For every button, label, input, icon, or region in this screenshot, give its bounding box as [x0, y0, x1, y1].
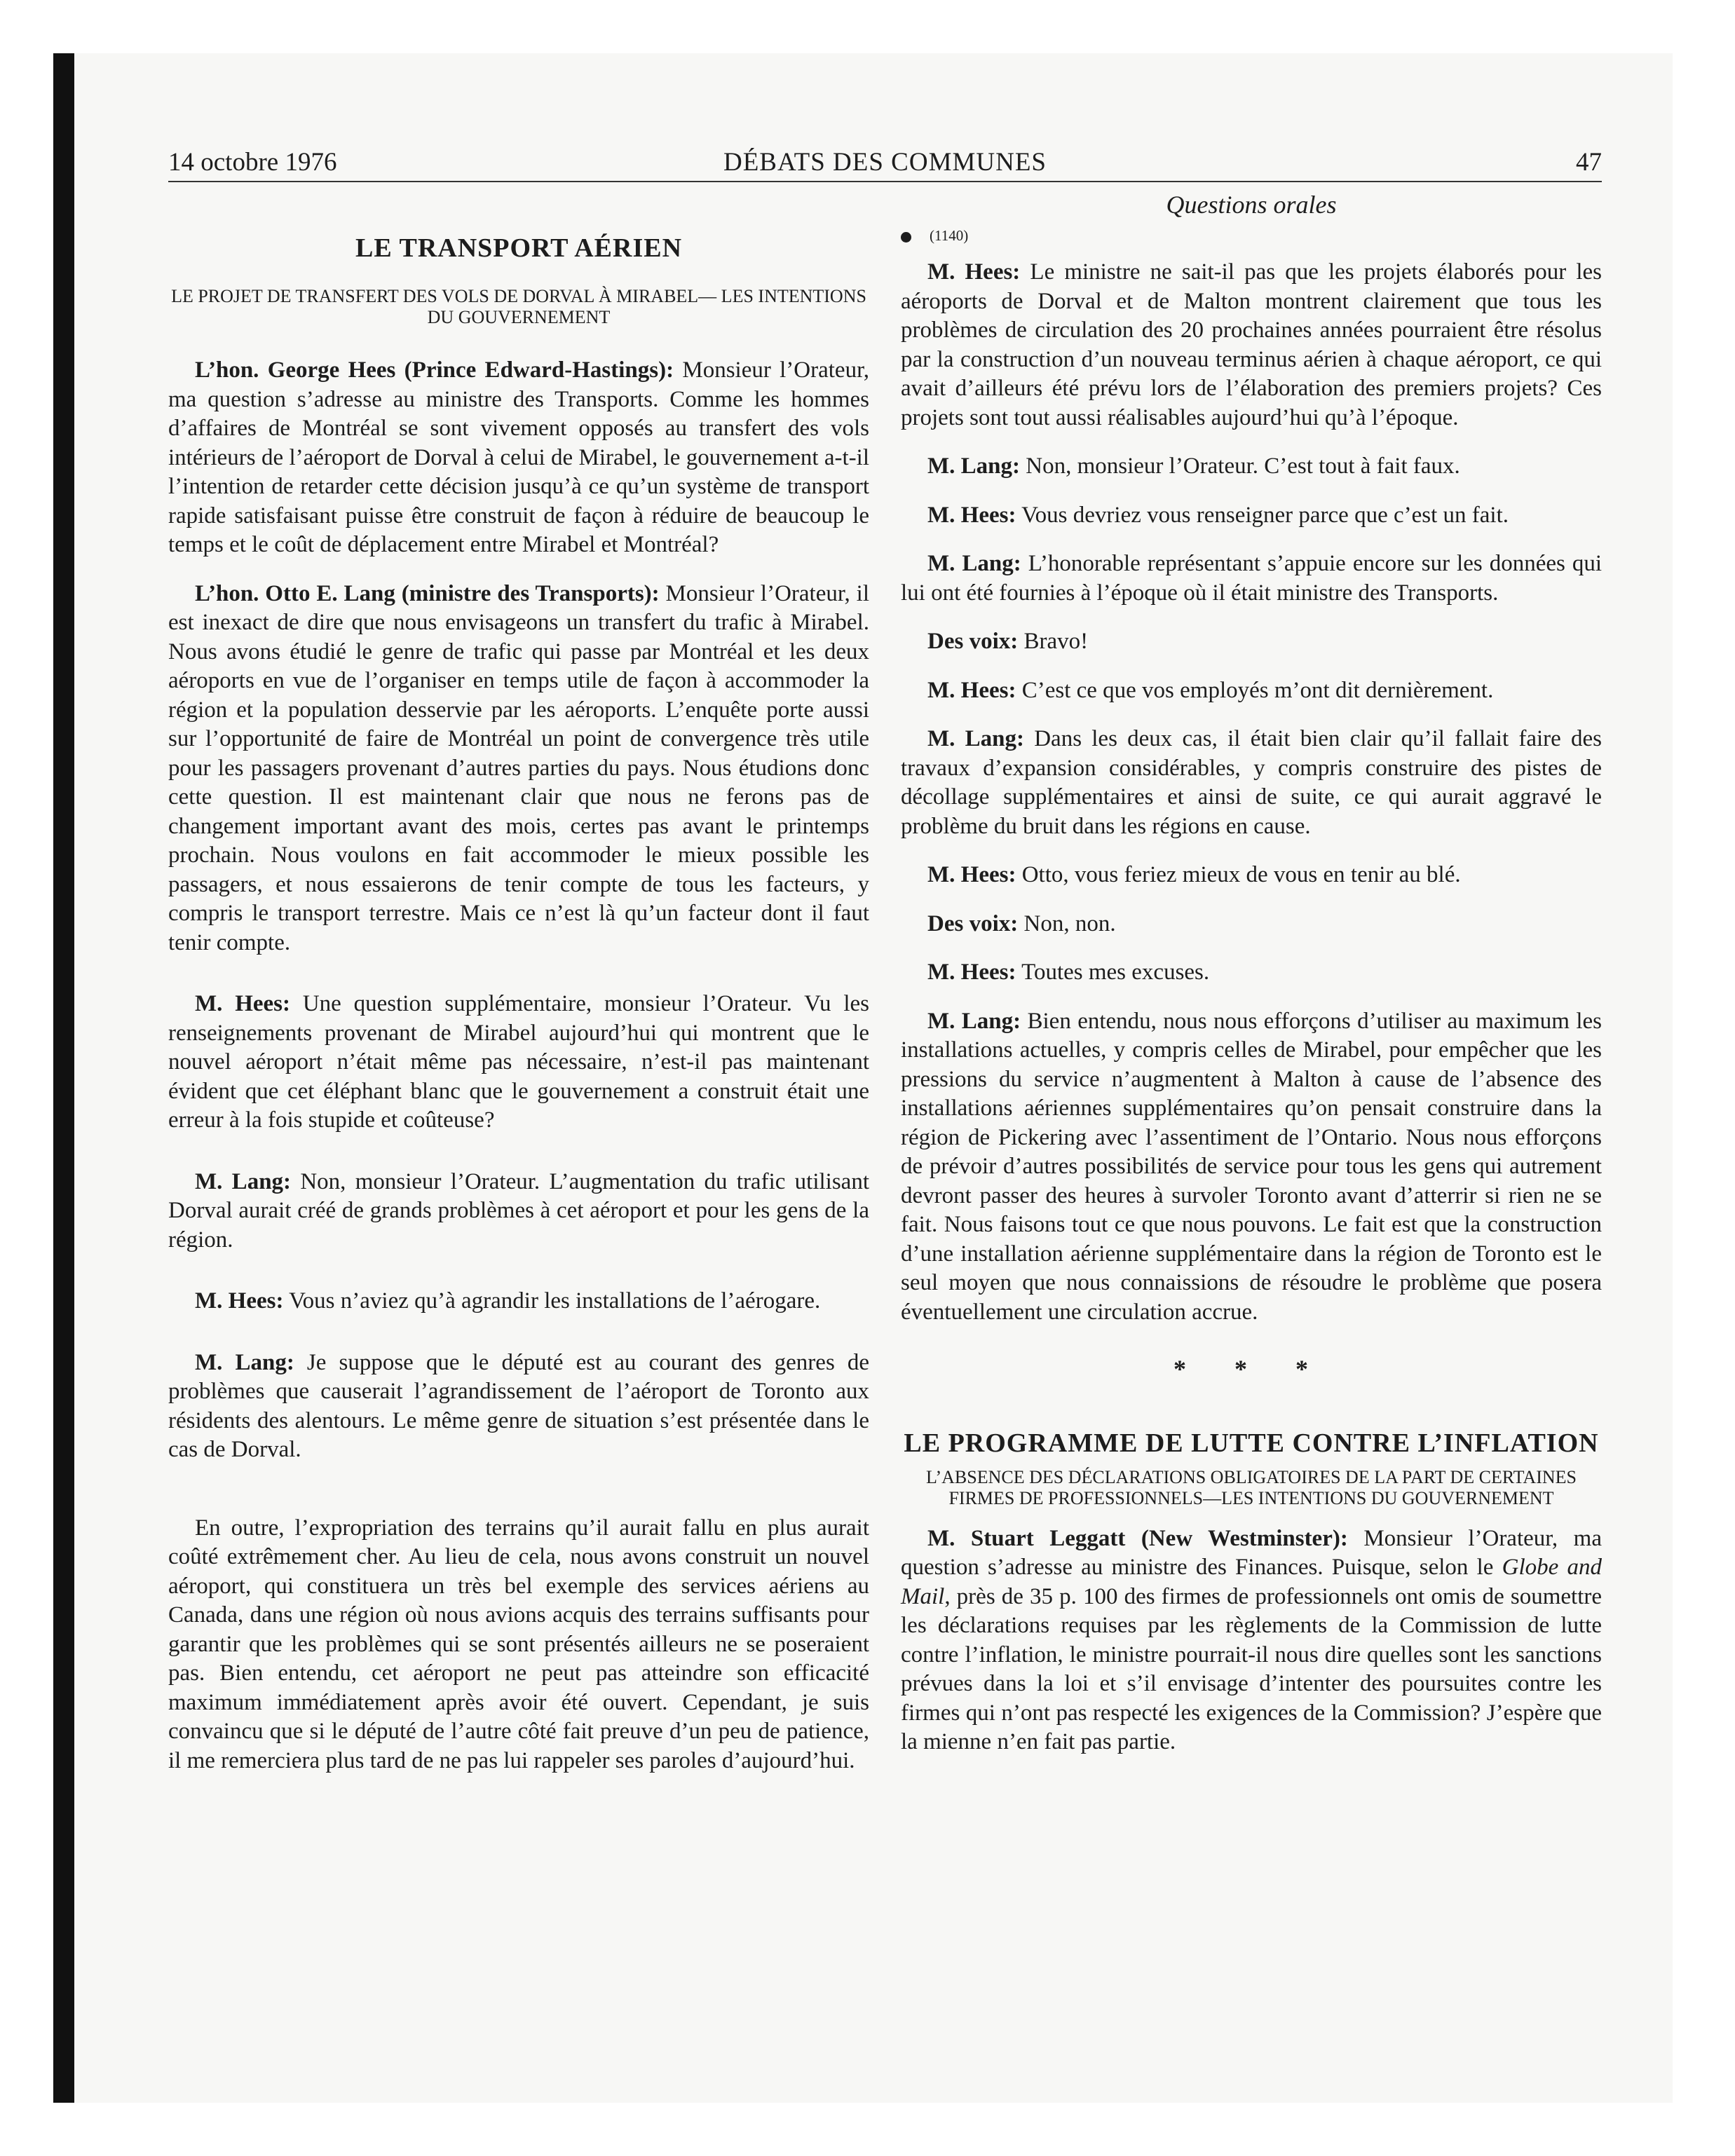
speech: Je suppose que le député est au courant des genres de problèmes que causerait l’agrandissement de l’aéroport de Toronto aux résidents des alentours. Le même genre de situation s’est présentée dans le cas de Dorval. [168, 1349, 870, 1462]
speaker: M. Lang: [195, 1168, 292, 1194]
speech: Vous devriez vous renseigner parce que c’est un fait. [1016, 502, 1509, 528]
speech: Non, monsieur l’Orateur. L’augmentation du trafic utilisant Dorval aurait créé de grands problèmes à cet aéroport et pour les gens de la région. [168, 1168, 869, 1253]
speech: Monsieur l’Orateur, ma question s’adresse au ministre des Finances. Puisque, selon le [901, 1525, 1603, 1580]
paragraph [901, 501, 1602, 531]
paragraph [901, 1524, 1602, 1757]
speech: En outre, l’expropriation des terrains qu’il aurait fallu en plus aurait coûté extrêmement cher. Au lieu de cela, nous avons construit un nouvel aéroport, qui constituera un très bel exemple des services aériens au Canada, dans une région où nous avions acquis des terrains suffisants pour garantir que les problèmes qui se sont présentés ailleurs ne se poseraient pas. Bien entendu, cet aéroport ne peut pas atteindre son efficacité maximum immédiatement après avoir été ouvert. Cependant, je suis convaincu que si le député de l’autre côté fait preuve d’un peu de patience, il me remerciera plus tard de ne pas lui rappeler ses paroles d’aujourd’hui. [168, 1515, 869, 1773]
page-header [168, 144, 1602, 181]
header-page-number: 47 [1576, 148, 1602, 177]
paragraph [901, 676, 1602, 706]
speech: Non, monsieur l’Orateur. C’est tout à fait faux. [1020, 453, 1460, 479]
section-title-transport: LE TRANSPORT AÉRIEN [355, 233, 683, 263]
speaker: M. Hees: [927, 259, 1021, 285]
speaker: M. Lang: [927, 551, 1021, 576]
speaker: M. Hees: [195, 1288, 284, 1314]
speech: Toutes mes excuses. [1016, 960, 1210, 985]
time-mark [901, 223, 1602, 248]
paragraph [901, 550, 1602, 608]
section-subtitle-transport: LE PROJET DE TRANSFERT DES VOLS DE DORVAL À MIRABEL— LES INTENTIONS DU GOUVERNEMENT [171, 286, 866, 327]
paragraph [901, 725, 1602, 841]
section-separator: * * * [1173, 1355, 1329, 1383]
speech: Otto, vous feriez mieux de vous en tenir au blé. [1016, 862, 1461, 887]
section-title-inflation: LE PROGRAMME DE LUTTE CONTRE L’INFLATION [904, 1428, 1599, 1458]
speech: , près de 35 p. 100 des firmes de professionnels ont omis de soumettre les déclarations requises par les règlements de la Commission de lutte contre l’inflation, le ministre pourrait-il nous dire quelles sont les sanctions prévues dans la loi et s’il envisage d’intenter des poursuites contre les firmes qui n’ont pas respecté les exigences de la Commission? J’espère que la mienne n’en fait pas partie. [901, 1583, 1602, 1754]
running-head: Questions orales [1166, 191, 1337, 219]
speaker: Des voix: [927, 910, 1019, 936]
paragraph [901, 258, 1602, 432]
right-column [901, 188, 1602, 1777]
speech: Bien entendu, nous nous efforçons d’utiliser au maximum les installations actuelles, y compris celles de Mirabel, pour empêcher que les pressions du service n’augmentent à Malton à cause de l’absence des installations aériennes supplémentaires qu’on pensait construire dans la région de Pickering avec l’assentiment de l’Ontario. Nous nous efforçons de prévoir d’autres possibilités de service pour tous les gens qui autrement devront passer des heures à survoler Toronto avant d’atterrir si rien ne se fait. Nous faisons tout ce que nous pouvons. Le fait est que la construction d’une installation aérienne supplémentaire dans la région de Toronto est le seul moyen que nous connaissions de résoudre le problème que posera éventuellement une circulation accrue. [901, 1008, 1602, 1325]
paragraph [901, 1007, 1602, 1328]
speech: L’honorable représentant s’appuie encore sur les données qui lui ont été fournies à l’époque où il était ministre des Transports. [901, 551, 1602, 606]
paragraph [901, 861, 1602, 890]
section-subtitle-inflation: L’ABSENCE DES DÉCLARATIONS OBLIGATOIRES DE LA PART DE CERTAINES FIRMES DE PROFESSIONNELS—LES INTENTIONS DU GOUVERNEMENT [926, 1466, 1577, 1508]
paragraph [168, 990, 869, 1135]
speaker: M. Lang: [927, 726, 1024, 751]
time-mark-text: (1140) [930, 227, 969, 244]
paragraph [168, 356, 869, 560]
paragraph [901, 452, 1602, 482]
header-rule [168, 181, 1602, 182]
paragraph [168, 1287, 869, 1316]
speaker: M. Hees: [927, 862, 1016, 887]
paragraph [168, 580, 869, 958]
speaker: M. Hees: [927, 677, 1016, 703]
speaker: M. Hees: [927, 502, 1016, 528]
header-date: 14 octobre 1976 [168, 148, 337, 177]
speaker: M. Hees: [927, 960, 1016, 985]
speaker: M. Lang: [927, 453, 1020, 479]
paragraph [901, 910, 1602, 939]
speech: C’est ce que vos employés m’ont dit dernièrement. [1016, 677, 1494, 703]
paragraph [168, 1168, 869, 1255]
bullet-icon [901, 232, 911, 243]
speaker: L’hon. Otto E. Lang (ministre des Transports): [195, 580, 660, 606]
speech: Monsieur l’Orateur, ma question s’adresse au ministre des Transports. Comme les hommes d’affaires de Montréal se sont vivement opposés au transfert des vols intérieurs de l’aéroport de Dorval à celui de Mirabel, le gouvernement a-t-il l’intention de retarder cette décision jusqu’à ce qu’un système de transport rapide satisfaisant puisse être construit de façon à réduire de beaucoup le temps et le coût de déplacement entre Mirabel et Montréal? [168, 357, 869, 557]
speech: Une question supplémentaire, monsieur l’Orateur. Vu les renseignements provenant de Mirabel aujourd’hui qui montrent que le nouvel aéroport n’était même pas nécessaire, n’est-il pas maintenant évident que cet éléphant blanc que le gouvernement a construit était une erreur à la fois stupide et coûteuse? [168, 991, 869, 1133]
paragraph [168, 1514, 869, 1776]
speaker: M. Lang: [927, 1008, 1021, 1034]
binding-edge [53, 53, 74, 2103]
header-publication: DÉBATS DES COMMUNES [723, 148, 1047, 177]
paragraph [168, 1349, 869, 1465]
speaker: Des voix: [927, 629, 1019, 654]
speech: Vous n’aviez qu’à agrandir les installations de l’aérogare. [283, 1288, 821, 1314]
speaker: L’hon. George Hees (Prince Edward-Hastings): [195, 357, 674, 383]
speech: Dans les deux cas, il était bien clair qu’il fallait faire des travaux d’expansion considérables, y compris construire des pistes de décollage supplémentaires et ainsi de suite, ce qui aurait aggravé le problème du bruit dans les régions en cause. [901, 726, 1603, 839]
speech: Monsieur l’Orateur, il est inexact de dire que nous envisageons un transfert du trafic à Mirabel. Nous avons étudié le genre de trafic qui passe par Montréal et les deux aéroports en vue de l’organiser en temps utile de façon à accommoder la région et la population desservie par les aéroports. L’enquête porte aussi sur l’opportunité de faire de Montréal un point de convergence très utile pour les passagers provenant d’autres parties du pays. Nous étudions donc cette question. Il est maintenant clair que nous ne ferons pas de changement important avant des mois, certes pas avant le printemps prochain. Nous voulons en fait accommoder le mieux possible les passagers, et nous essaierons de tenir compte de tous les facteurs, y compris le transport terrestre. Mais ce n’est là qu’un facteur dont il faut tenir compte. [168, 580, 870, 955]
speaker: M. Hees: [195, 991, 291, 1016]
speech: Non, non. [1018, 910, 1116, 936]
speaker: M. Stuart Leggatt (New Westminster): [927, 1525, 1348, 1551]
left-column [168, 188, 869, 1795]
speaker: M. Lang: [195, 1349, 294, 1375]
newspaper-title: Globe and Mail [901, 1555, 1602, 1609]
speech: Bravo! [1018, 629, 1089, 654]
paragraph [901, 958, 1602, 988]
speech: Le ministre ne sait-il pas que les projets élaborés pour les aéroports de Dorval et de Malton montrent clairement que tous les problèmes de circulation des 20 prochaines années pourraient être résolus par la construction d’un nouveau terminus aérien à chaque aéroport, ce qui avait d’ailleurs été prévu lors de l’élaboration des premiers projets? Ces projets sont tout aussi réalisables aujourd’hui qu’à l’époque. [901, 259, 1602, 430]
paragraph [901, 627, 1602, 657]
